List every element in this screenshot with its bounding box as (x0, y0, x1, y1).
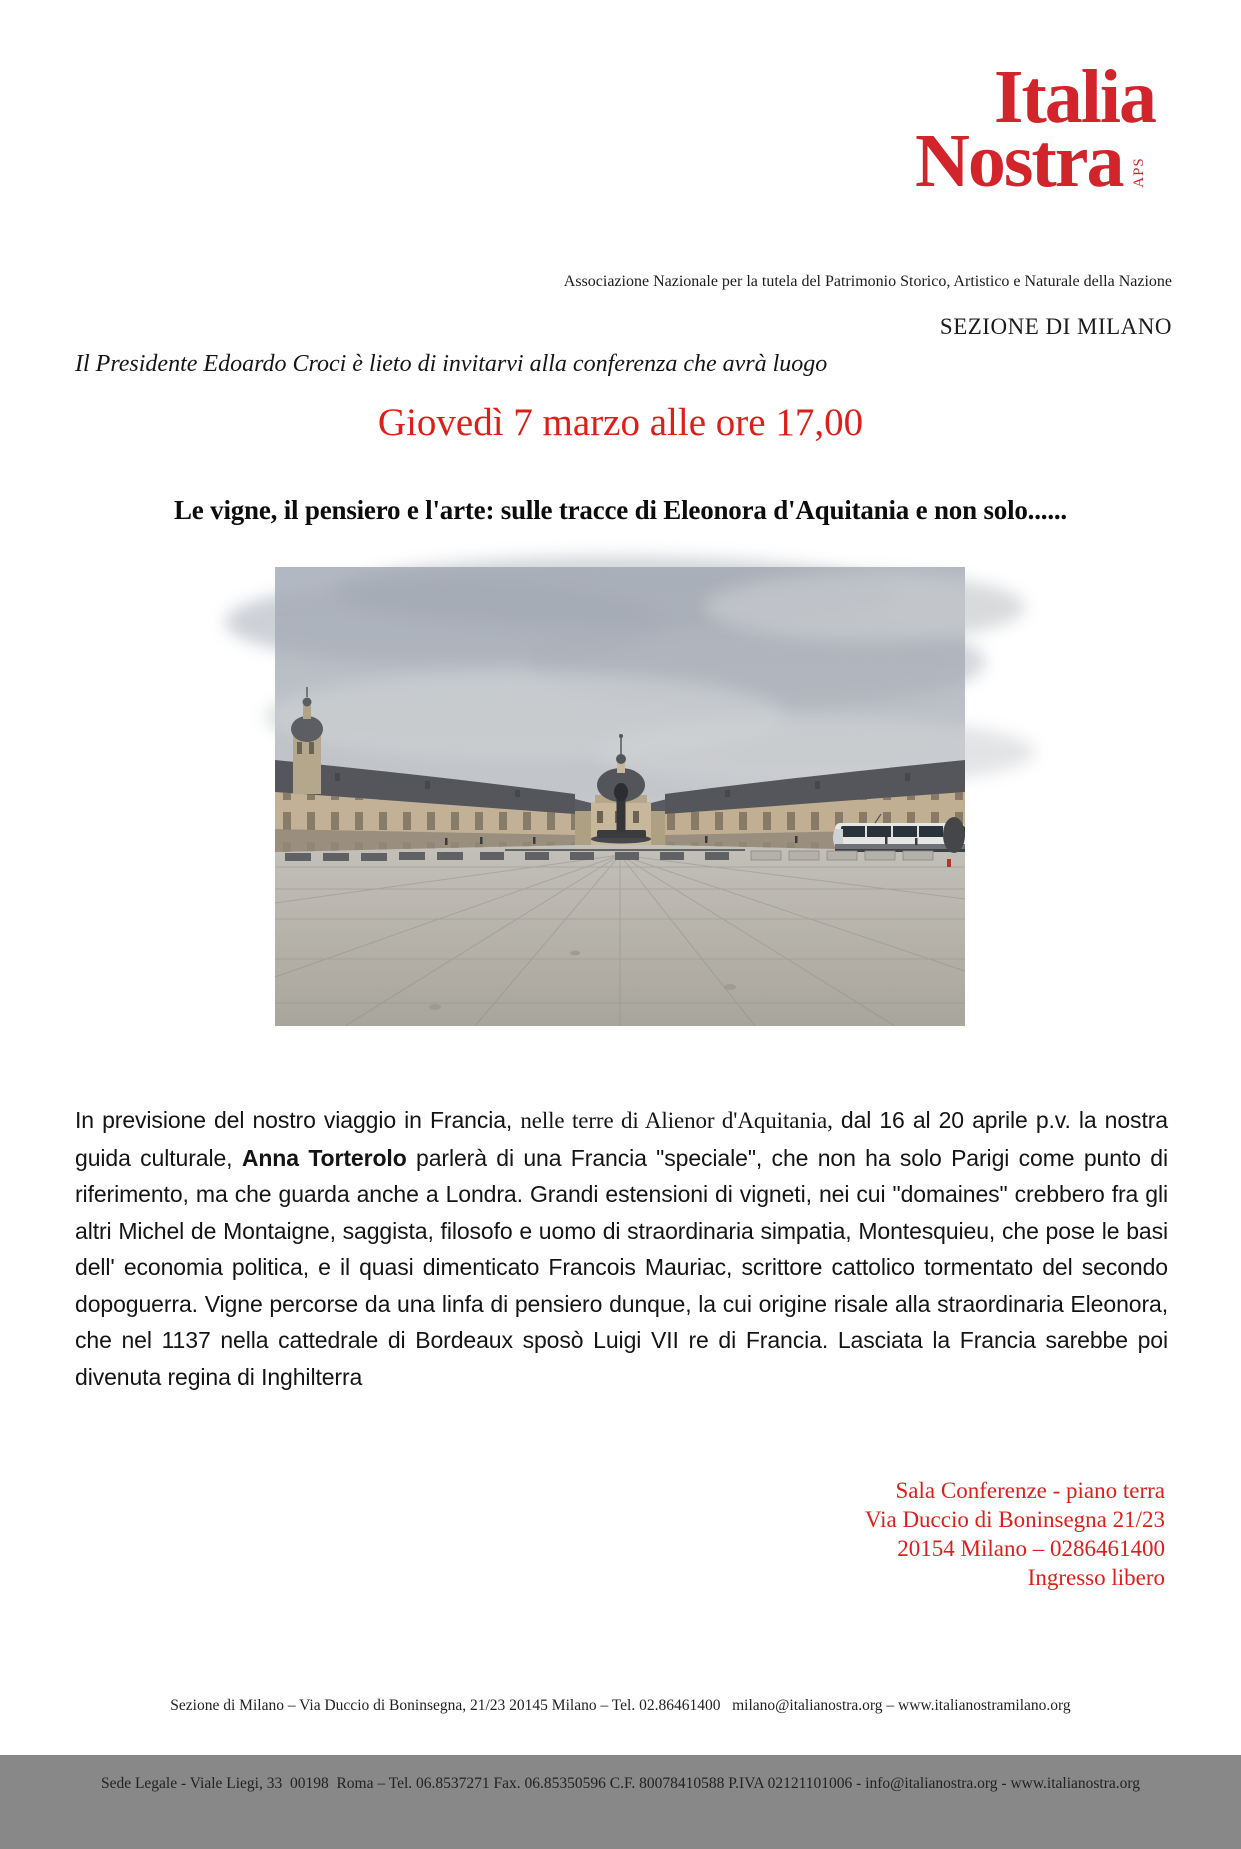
invitation-intro: Il Presidente Edoardo Croci è lieto di invitarvi alla conferenza che avrà luogo (75, 351, 828, 377)
venue-line-room: Sala Conferenze - piano terra (895, 1478, 1165, 1503)
footer-line-milano: Sezione di Milano – Via Duccio di Boninsegna, 21/23 20145 Milano – Tel. 02.86461400 milano@italianostra.org – www.italianostramilano.org (170, 1697, 1071, 1714)
association-tagline: Associazione Nazionale per la tutela del Patrimonio Storico, Artistico e Naturale della Nazione (563, 273, 1172, 290)
bordeaux-square-illustration (275, 567, 965, 1026)
body-text-1: In previsione del nostro viaggio in Francia, (75, 1107, 521, 1133)
event-datetime: Giovedì 7 marzo alle ore 17,00 (377, 401, 864, 444)
venue-block (865, 1476, 1165, 1592)
body-text-2: dal 16 al 20 aprile p.v. la nostra guida culturale, (75, 1107, 1168, 1171)
speaker-name: Anna Torterolo (241, 1144, 407, 1171)
section-milano-label: SEZIONE DI MILANO (939, 314, 1172, 339)
logo-word-italia: Italia (993, 55, 1155, 139)
italia-nostra-logo (914, 55, 1155, 203)
venue-line-admission: Ingresso libero (1027, 1565, 1165, 1590)
event-title: Le vigne, il pensiero e l'arte: sulle tracce di Eleonora d'Aquitania e non solo...... (174, 495, 1067, 525)
logo-aps-label: APS (1131, 156, 1148, 188)
body-paragraph (75, 1102, 1168, 1395)
photo-esplanade (275, 845, 965, 1026)
venue-line-street: Via Duccio di Boninsegna 21/23 (864, 1507, 1165, 1532)
photo-sculpture (943, 817, 965, 853)
footer-line-sede-legale: Sede Legale - Viale Liegi, 33 00198 Roma – Tel. 06.8537271 Fax. 06.85350596 C.F. 80078410588 P.IVA 02121101006 - info@italianostra.org - www.italianostra.org (100, 1775, 1141, 1792)
body-text-serif: nelle terre di Alienor d'Aquitania, (520, 1108, 833, 1133)
footer (0, 1641, 1241, 1849)
body-text-3: parlerà di una Francia "speciale", che non ha solo Parigi come punto di riferimento, ma che guarda anche a Londra. Grandi estensioni di vigneti, nei cui "domaines" crebbero fra gli altri Michel de Montaigne, saggista, filosofo e uomo di straordinaria simpatia, Montesquieu, che pose le basi dell' economia politica, e il quasi dimenticato Francois Mauriac, scrittore cattolico tormentato del secondo dopoguerra. Vigne percorse da una linfa di pensiero dunque, la cui origine risale alla straordinaria Eleonora, che nel 1137 nella cattedrale di Bordeaux sposò Luigi VII re di Francia. Lasciata la Francia sarebbe poi divenuta regina di Inghilterra (75, 1144, 1168, 1390)
venue-line-city-phone: 20154 Milano – 0286461400 (897, 1536, 1165, 1561)
logo-word-nostra: Nostra (914, 118, 1123, 203)
event-photo (275, 567, 965, 1026)
